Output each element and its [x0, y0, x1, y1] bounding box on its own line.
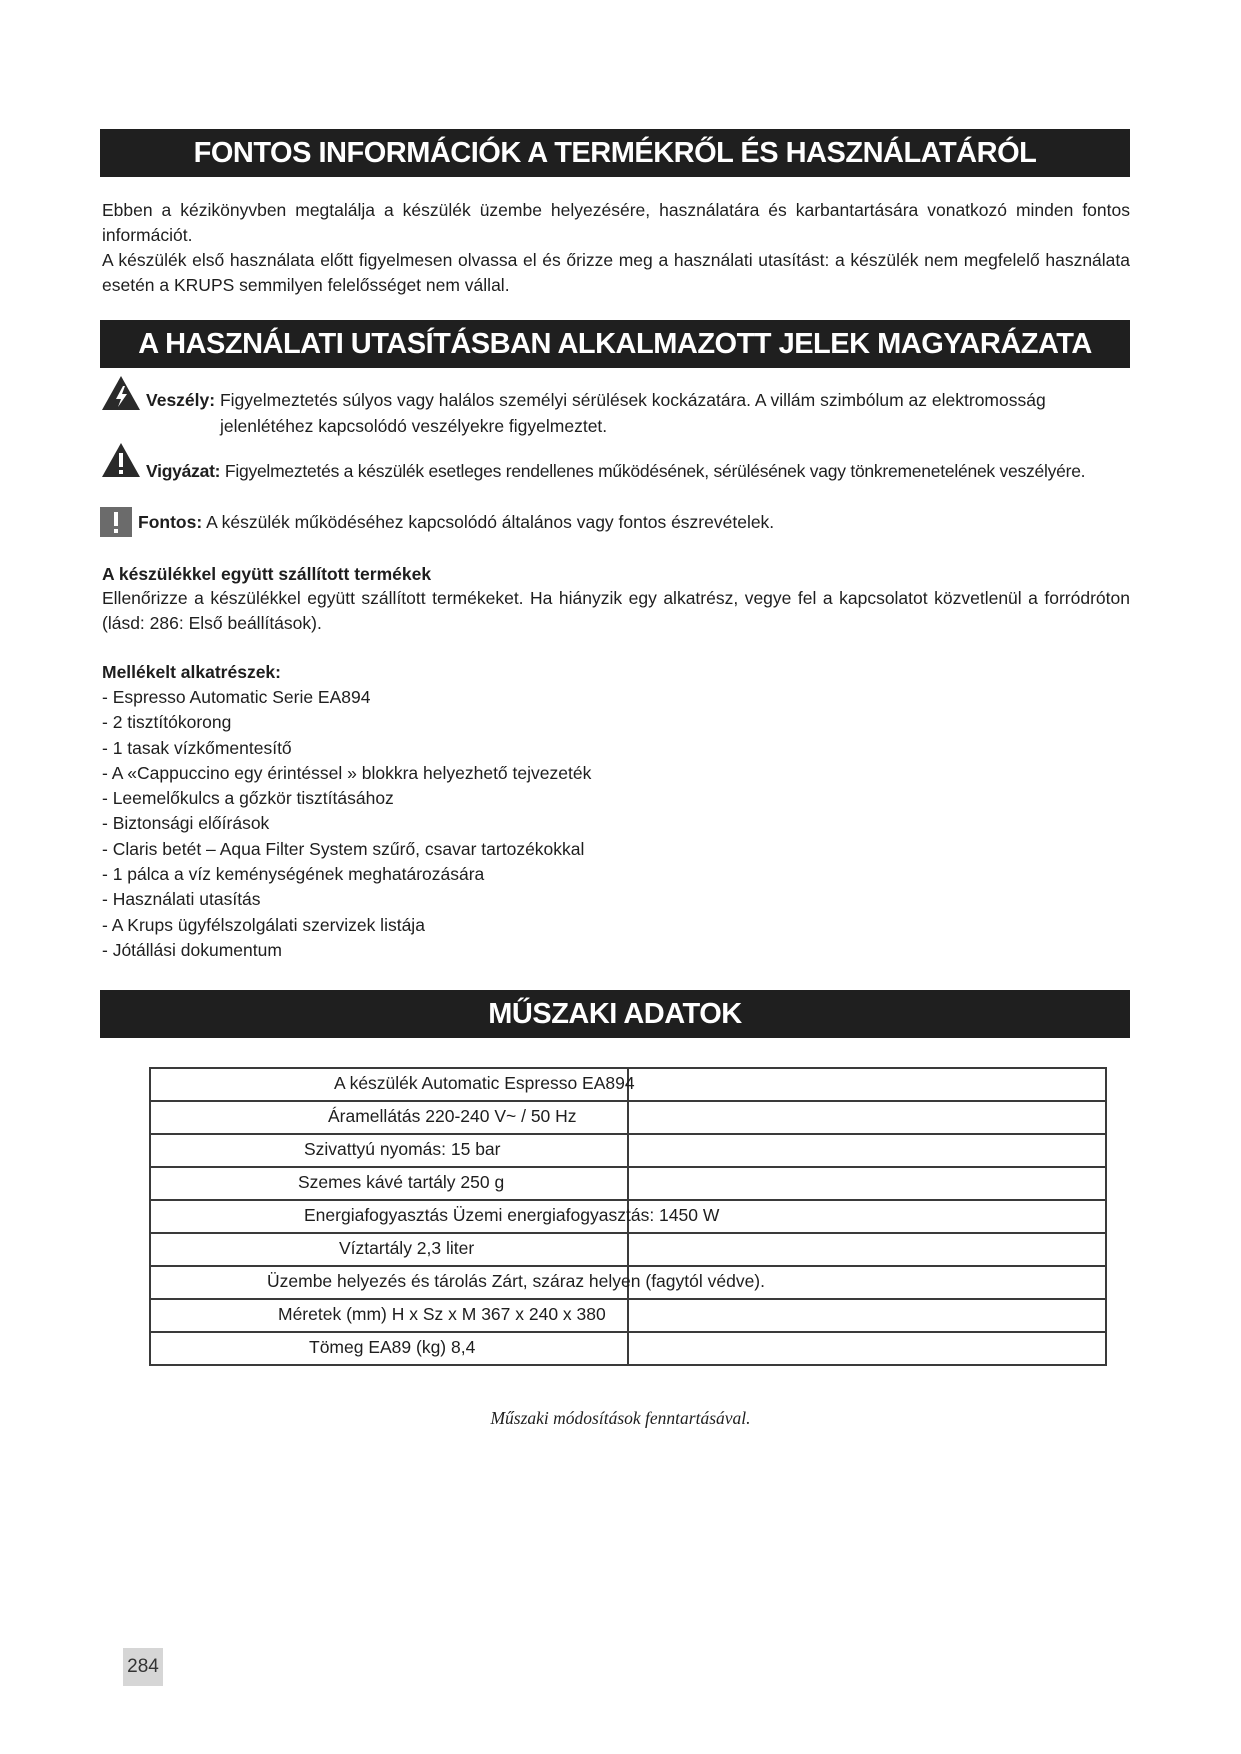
spec-text: Szemes kávé tartály 250 g — [298, 1172, 505, 1192]
list-item: - Biztonsági előírások — [102, 813, 270, 834]
important-label: Fontos: — [138, 512, 203, 532]
spec-text: Energiafogyasztás Üzemi energiafogyasztás: 1450 W — [304, 1205, 720, 1225]
caution-label: Vigyázat: — [146, 461, 221, 481]
table-cell — [150, 1332, 628, 1365]
table-cell — [628, 1233, 1106, 1266]
table-row — [150, 1101, 1106, 1134]
technical-data-table — [149, 1067, 1107, 1366]
table-cell — [628, 1101, 1106, 1134]
table-cell — [150, 1101, 628, 1134]
lightning-warning-icon — [100, 374, 142, 412]
table-row — [150, 1134, 1106, 1167]
list-item: - A «Cappuccino egy érintéssel » blokkra helyezhető tejvezeték — [102, 762, 592, 783]
danger-text-line1: Figyelmeztetés súlyos vagy halálos személyi sérülések kockázatára. A villám szimbólum az elektromosság — [219, 390, 1046, 410]
spec-text: Tömeg EA89 (kg) 8,4 — [309, 1337, 476, 1357]
list-item: - 1 tasak vízkőmentesítő — [102, 737, 292, 758]
table-cell — [628, 1299, 1106, 1332]
table-cell — [150, 1068, 635, 1101]
list-item: - Leemelőkulcs a gőzkör tisztításához — [102, 788, 394, 809]
list-item: - A Krups ügyfélszolgálati szervizek listája — [102, 914, 425, 935]
page-number: 284 — [123, 1648, 163, 1686]
table-cell — [628, 1167, 1106, 1200]
table-row — [150, 1266, 1106, 1299]
warning-triangle-icon — [100, 441, 142, 479]
important-description — [138, 510, 1118, 535]
table-cell — [628, 1068, 1106, 1101]
table-cell — [150, 1134, 628, 1167]
list-item: - 1 pálca a víz keménységének meghatározására — [102, 864, 485, 885]
list-item: - 2 tisztítókorong — [102, 712, 232, 733]
section-header-important-info: FONTOS INFORMÁCIÓK A TERMÉKRŐL ÉS HASZNÁLATÁRÓL — [100, 129, 1130, 177]
table-row — [150, 1068, 1106, 1101]
list-item: - Jótállási dokumentum — [102, 939, 282, 960]
supplied-text: Ellenőrizze a készülékkel együtt szállított termékeket. Ha hiányzik egy alkatrész, vegye fel a kapcsolatot közvetlenül a forródróton (lásd: 286: Első beállítások). — [102, 588, 1130, 633]
intro-paragraph-2: A készülék első használata előtt figyelmesen olvassa el és őrizze meg a használati utasítást: a készülék nem megfelelő használata esetén a KRUPS semmilyen felelősséget nem vállal. — [102, 250, 1130, 295]
supplied-heading: A készülékkel együtt szállított termékek — [102, 564, 432, 584]
intro-paragraph-1: Ebben a kézikönyvben megtalálja a készülék üzembe helyezésére, használatára és karbantartására vonatkozó minden fontos információt. — [102, 200, 1130, 245]
table-row — [150, 1299, 1106, 1332]
list-item: - Claris betét – Aqua Filter System szűrő, csavar tartozékokkal — [102, 838, 585, 859]
spec-text: Szivattyú nyomás: 15 bar — [304, 1139, 501, 1159]
spec-text: Üzembe helyezés és tárolás Zárt, száraz helyen (fagytól védve). — [267, 1271, 765, 1291]
list-item: - Használati utasítás — [102, 889, 261, 910]
spec-text: Áramellátás 220-240 V~ / 50 Hz — [328, 1106, 577, 1126]
table-row — [150, 1233, 1106, 1266]
spec-text: Víztartály 2,3 liter — [339, 1238, 475, 1258]
caution-text: Figyelmeztetés a készülék esetleges rendellenes működésének, sérülésének vagy tönkremenetelének veszélyére. — [224, 461, 1086, 481]
table-cell — [150, 1233, 628, 1266]
table-row — [150, 1332, 1106, 1365]
table-row — [150, 1167, 1106, 1200]
table-cell — [628, 1134, 1106, 1167]
parts-heading: Mellékelt alkatrészek: — [102, 662, 281, 682]
parts-list — [102, 685, 591, 963]
important-text: A készülék működéséhez kapcsolódó általános vagy fontos észrevételek. — [206, 512, 775, 532]
table-cell — [150, 1200, 720, 1233]
list-item: - Espresso Automatic Serie EA894 — [102, 687, 371, 707]
spec-text: A készülék Automatic Espresso EA894 — [334, 1073, 635, 1093]
spec-text: Méretek (mm) H x Sz x M 367 x 240 x 380 — [278, 1304, 606, 1324]
caution-description — [146, 459, 1136, 484]
danger-description — [146, 388, 1130, 413]
table-row — [150, 1200, 1106, 1233]
technical-changes-note: Műszaki módosítások fenntartásával. — [490, 1408, 751, 1428]
section-header-symbols: A HASZNÁLATI UTASÍTÁSBAN ALKALMAZOTT JELEK MAGYARÁZATA — [100, 320, 1130, 368]
section-header-technical-data: MŰSZAKI ADATOK — [100, 990, 1130, 1038]
table-cell — [150, 1266, 765, 1299]
exclamation-box-icon — [100, 507, 132, 537]
danger-text-line2: jelenlétéhez kapcsolódó veszélyekre figyelmeztet. — [220, 416, 608, 436]
table-cell — [150, 1167, 628, 1200]
table-cell — [150, 1299, 628, 1332]
table-cell — [628, 1332, 1106, 1365]
danger-label: Veszély: — [146, 390, 216, 410]
